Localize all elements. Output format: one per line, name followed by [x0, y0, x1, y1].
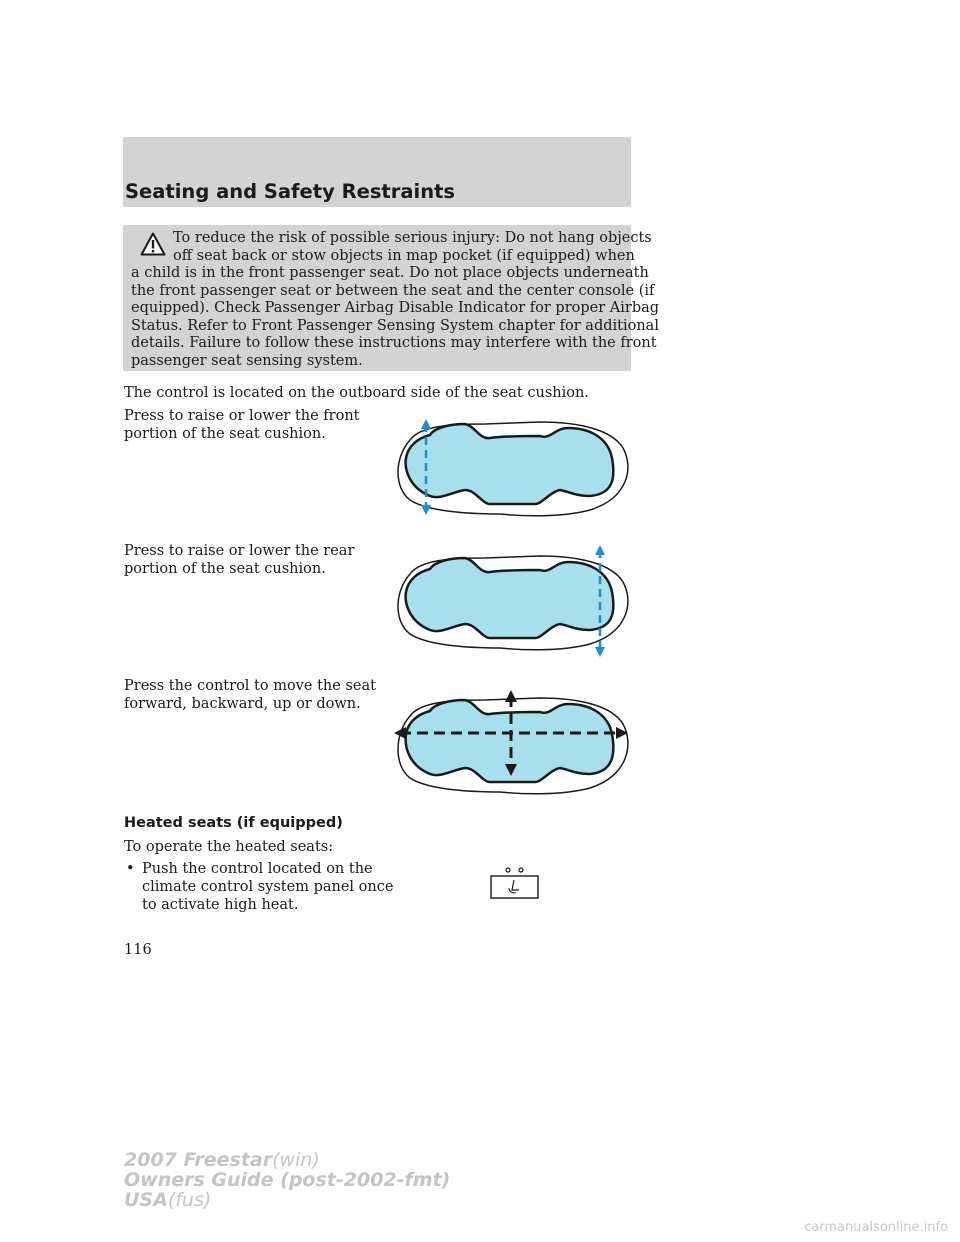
warning-text-line: Status. Refer to Front Passenger Sensing System chapter for additional — [131, 317, 659, 334]
heated-seat-high-icon — [490, 866, 540, 900]
bullet-marker: • — [126, 861, 135, 877]
warning-text-line: passenger seat sensing system. — [131, 352, 363, 369]
control-front-text: portion of the seat cushion. — [124, 426, 326, 442]
page-title: Seating and Safety Restraints — [125, 180, 456, 203]
seat-cushion-front-arrow-icon — [390, 410, 632, 526]
page-number: 116 — [124, 942, 152, 958]
footer-model: 2007 Freestar(win) — [124, 1149, 320, 1171]
footer-region: USA(fus) — [124, 1189, 212, 1211]
heated-seats-intro: To operate the heated seats: — [124, 839, 334, 855]
watermark[interactable]: carmanualsonline.info — [804, 1220, 948, 1235]
seat-cushion-rear-arrow-icon — [390, 546, 632, 658]
control-rear-text: Press to raise or lower the rear — [124, 543, 355, 559]
warning-text-line: To reduce the risk of possible serious injury: Do not hang objects — [173, 230, 652, 246]
footer-guide: Owners Guide (post-2002-fmt) — [124, 1169, 451, 1191]
seat-cushion-four-way-arrow-icon — [390, 688, 632, 806]
warning-text-line: off seat back or stow objects in map pocket (if equipped) when — [173, 247, 635, 264]
warning-text-line: equipped). Check Passenger Airbag Disable Indicator for proper Airbag — [131, 300, 660, 316]
control-front-text: Press to raise or lower the front — [124, 408, 360, 424]
warning-text-line: the front passenger seat or between the seat and the center console (if — [131, 282, 655, 299]
intro-paragraph: The control is located on the outboard side of the seat cushion. — [124, 385, 589, 401]
bullet-text: climate control system panel once — [142, 879, 394, 895]
control-fourway-text: Press the control to move the seat — [124, 678, 376, 694]
section-heading: Heated seats (if equipped) — [124, 815, 343, 831]
warning-triangle-icon — [140, 232, 166, 256]
bullet-text: Push the control located on the — [142, 861, 373, 877]
control-rear-text: portion of the seat cushion. — [124, 561, 326, 577]
control-fourway-text: forward, backward, up or down. — [124, 696, 361, 712]
warning-text-line: a child is in the front passenger seat. Do not place objects underneath — [131, 265, 649, 281]
warning-text-line: details. Failure to follow these instructions may interfere with the front — [131, 335, 657, 351]
bullet-text: to activate high heat. — [142, 897, 299, 913]
